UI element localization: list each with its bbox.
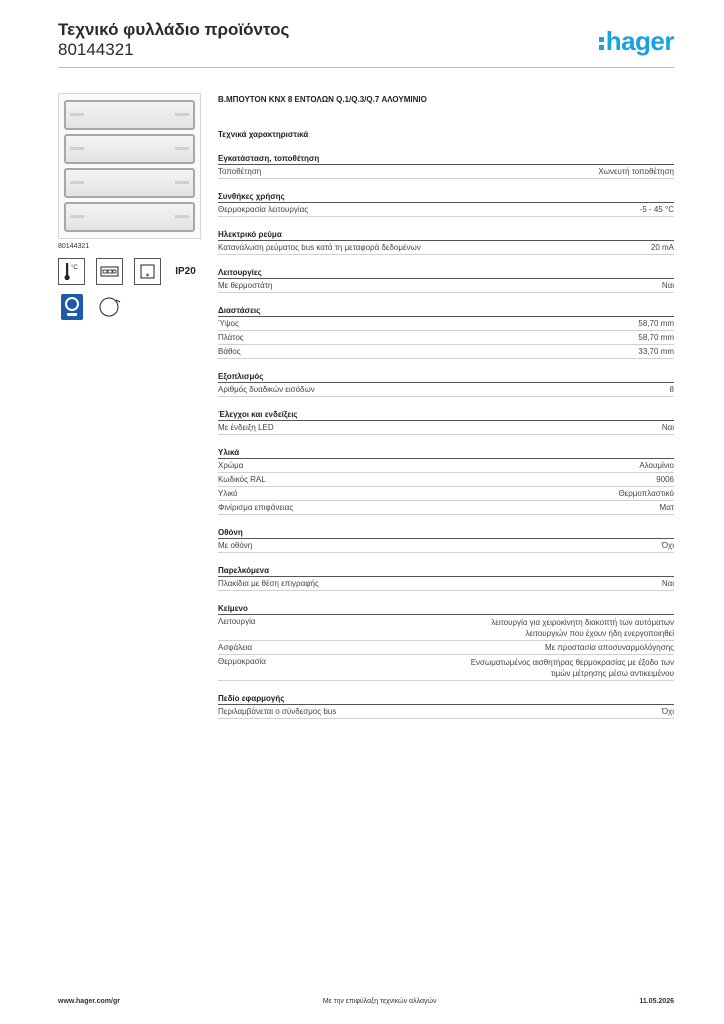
- spec-label: Πλάτος: [218, 333, 244, 342]
- spec-value: 9006: [656, 475, 674, 484]
- rocker-button: [64, 100, 195, 130]
- document-code: 80144321: [58, 40, 134, 59]
- spec-row: [218, 165, 674, 179]
- spec-value: Ναι: [661, 579, 674, 588]
- spec-row: [218, 539, 674, 553]
- spec-label: Ύψος: [218, 319, 239, 328]
- product-image: [58, 93, 201, 239]
- section-title: Διαστάσεις: [218, 305, 674, 317]
- spec-row: [218, 501, 674, 515]
- feature-icons-row-1: [58, 258, 208, 285]
- hager-logo: [599, 26, 674, 57]
- spec-row: [218, 459, 674, 473]
- footer-date: 11.05.2026: [639, 998, 674, 1005]
- spec-label: Θερμοκρασία λειτουργίας: [218, 205, 309, 214]
- spec-row: [218, 577, 674, 591]
- product-visual-column: [58, 93, 208, 320]
- spec-label: Φινίρισμα επιφάνειας: [218, 503, 294, 512]
- section-title: Υλικά: [218, 447, 674, 459]
- spec-row: [218, 473, 674, 487]
- spec-label: Χρώμα: [218, 461, 244, 470]
- spec-row: [218, 241, 674, 255]
- logo-dots-icon: [599, 37, 604, 50]
- spec-label: Με θερμοστάτη: [218, 281, 273, 290]
- spec-value: Ενσωματωμένος αισθητήρας θερμοκρασίας με έξοδο των τιμών μέτρησης μέσω αντικειμένου: [470, 658, 674, 678]
- spec-value: Αλουμίνιο: [639, 461, 674, 470]
- spec-label: Με ένδειξη LED: [218, 423, 274, 432]
- temperature-icon: [58, 258, 85, 285]
- page-footer: [58, 998, 674, 1005]
- page-header: [58, 20, 674, 68]
- spec-label: Περιλαμβάνεται ο σύνδεσμος bus: [218, 707, 337, 716]
- section-title: Κείμενο: [218, 603, 674, 615]
- feature-icons-row-2: [58, 293, 208, 320]
- section-title: Εξοπλισμός: [218, 371, 674, 383]
- spec-value: λειτουργία για χειροκίνητη διακοπτή των αυτόματων λειτουργιών που έχουν ήδη ενεργοποιηθεί: [491, 618, 674, 638]
- spec-value: 8: [669, 385, 674, 394]
- footer-url: www.hager.com/gr: [58, 998, 120, 1005]
- section-title: Λειτουργίες: [218, 267, 674, 279]
- section-title: Συνθήκες χρήσης: [218, 191, 674, 203]
- spec-label: Υλικό: [218, 489, 238, 498]
- spec-value: Ματ: [659, 503, 674, 512]
- spec-label: Ασφάλεια: [218, 643, 253, 652]
- rocker-button: [64, 134, 195, 164]
- rocker-button: [64, 202, 195, 232]
- spec-row: [218, 655, 674, 681]
- rotary-icon: [96, 293, 123, 320]
- spec-label: Με οθόνη: [218, 541, 253, 550]
- section-title: Παρελκόμενα: [218, 565, 674, 577]
- spec-label: Τοποθέτηση: [218, 167, 262, 176]
- section-title: Εγκατάσταση, τοποθέτηση: [218, 153, 674, 165]
- spec-row: [218, 345, 674, 359]
- knx-easy-icon: [58, 293, 85, 320]
- temperature-unit: °C: [71, 265, 78, 271]
- section-title: Οθόνη: [218, 527, 674, 539]
- image-product-code: 80144321: [58, 243, 90, 250]
- spec-row: [218, 203, 674, 217]
- section-title: Ηλεκτρικό ρεύμα: [218, 229, 674, 241]
- spec-row: [218, 615, 674, 641]
- spec-value: Θερμοπλαστικό: [618, 489, 674, 498]
- spec-label: Θερμοκρασία: [218, 657, 266, 666]
- section-title: Πεδίο εφαρμογής: [218, 693, 674, 705]
- spec-value: 58,70 mm: [638, 333, 674, 342]
- specifications-column: [218, 93, 674, 719]
- product-title: B.ΜΠΟΥΤΟΝ KNX 8 ΕΝΤΟΛΩΝ Q.1/Q.3/Q.7 ΑΛΟΥΜΙΝΙΟ: [218, 95, 427, 104]
- spec-value: Με προστασία αποσυναρμολόγησης: [544, 643, 674, 652]
- spec-row: [218, 421, 674, 435]
- section-title: Έλεγχοι και ενδείξεις: [218, 409, 674, 421]
- spec-label: Κωδικός RAL: [218, 475, 266, 484]
- spec-value: Χωνευτή τοποθέτηση: [598, 167, 674, 176]
- document-title: Τεχνικό φυλλάδιο προϊόντος: [58, 20, 290, 39]
- led-display-icon: [96, 258, 123, 285]
- specifications-heading: Τεχνικά χαρακτηριστικά: [218, 130, 309, 139]
- spec-row: [218, 317, 674, 331]
- spec-value: Όχι: [661, 707, 674, 716]
- spec-value: Ναι: [661, 281, 674, 290]
- spec-value: Ναι: [661, 423, 674, 432]
- spec-label: Πλακίδια με θέση επιγραφής: [218, 579, 319, 588]
- spec-value: 58,70 mm: [638, 319, 674, 328]
- spec-label: Αριθμός δυαδικών εισόδων: [218, 385, 315, 394]
- spec-row: [218, 487, 674, 501]
- spec-value: -5 - 45 °C: [639, 205, 674, 214]
- spec-value: Όχι: [661, 541, 674, 550]
- spec-label: Βάθος: [218, 347, 241, 356]
- spec-row: [218, 641, 674, 655]
- spec-row: [218, 279, 674, 293]
- rocker-button: [64, 168, 195, 198]
- spec-value: 33,70 mm: [638, 347, 674, 356]
- flush-mount-icon: [134, 258, 161, 285]
- footer-notice: Με την επιφύλαξη τεχνικών αλλαγών: [322, 998, 437, 1005]
- specification-sections: [218, 153, 674, 719]
- spec-row: [218, 383, 674, 397]
- spec-value: 20 mA: [650, 243, 674, 252]
- ip20-icon: [172, 258, 199, 285]
- ip-rating-label: IP20: [175, 266, 196, 277]
- spec-row: [218, 331, 674, 345]
- spec-label: Λειτουργία: [218, 617, 256, 626]
- spec-label: Κατανάλωση ρεύματος bus κατά τη μεταφορά δεδομένων: [218, 243, 421, 252]
- spec-row: [218, 705, 674, 719]
- logo-text: hager: [605, 26, 674, 56]
